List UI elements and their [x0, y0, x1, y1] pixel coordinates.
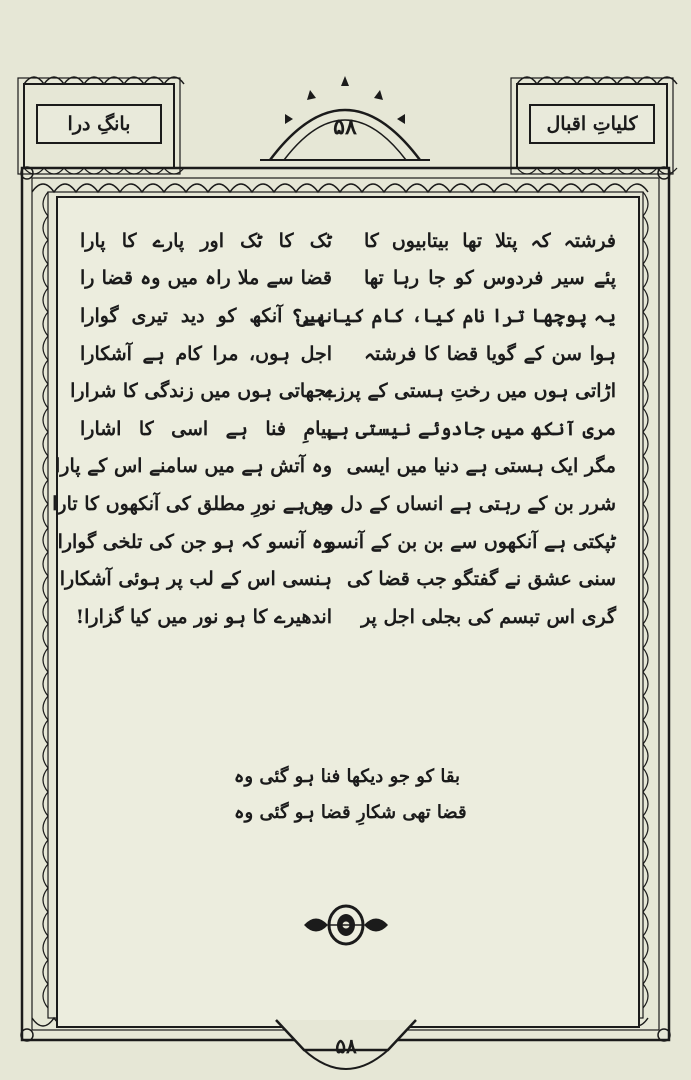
- verse-second-line: وہ ہے نورِ مطلق کی آنکھوں کا تارا: [52, 492, 332, 515]
- verse-second-line: وہ آتش ہے میں سامنے اس کے پارا: [55, 455, 332, 478]
- poem-row: [59, 560, 616, 598]
- closing-couplet: [200, 758, 500, 830]
- verse-first-line: یہ پوچھا ترا نام کیا، کام کیا ہے؟: [291, 304, 616, 327]
- poem: [52, 222, 616, 636]
- verse-first-line: شرر بن کے رہتی ہے انساں کے دل میں: [303, 492, 616, 515]
- verse-first-line: پئے سیر فردوس کو جا رہا تھا: [364, 267, 616, 290]
- section-title: بانگِ درا: [36, 104, 162, 144]
- poem-row: [80, 335, 616, 373]
- book-title: کلیاتِ اقبال: [529, 104, 655, 144]
- verse-first-line: ٹپکتی ہے آنکھوں سے بن بن کے آنسو: [326, 530, 616, 553]
- poem-row: [55, 448, 616, 486]
- poem-row: [70, 372, 616, 410]
- couplet-line-2: قضا تھی شکارِ قضا ہو گئی وہ: [234, 801, 467, 823]
- verse-second-line: اندھیرے کا ہو نور میں کیا گزارا!: [75, 605, 332, 628]
- poem-row: [80, 260, 616, 298]
- couplet-line-1: بقا کو جو دیکھا فنا ہو گئی وہ: [233, 765, 460, 787]
- verse-second-line: ٹک کا ٹک اور پارے کا پارا: [80, 229, 332, 252]
- poem-row: [80, 297, 616, 335]
- page-number-top: ۵۸: [333, 114, 357, 140]
- verse-second-line: ہنسی اس کے لب پر ہوئی آشکارا: [59, 568, 332, 591]
- verse-first-line: گری اس تبسم کی بجلی اجل پر: [361, 605, 616, 628]
- verse-first-line: مگر ایک ہستی ہے دنیا میں ایسی: [346, 455, 616, 478]
- verse-second-line: نہیں آنکھ کو دید تیری گوارا: [80, 304, 332, 327]
- verse-first-line: اڑاتی ہوں میں رختِ ہستی کے پرزے: [324, 380, 616, 403]
- verse-second-line: وہ آنسو کہ ہو جن کی تلخی گوارا: [57, 530, 332, 553]
- poem-row: [57, 523, 616, 561]
- verse-first-line: فرشتہ کہ پتلا تھا بیتابیوں کا: [364, 229, 616, 252]
- poem-row: [80, 410, 616, 448]
- verse-first-line: ہوا سن کے گویا قضا کا فرشتہ: [364, 342, 616, 365]
- verse-first-line: مری آنکھ میں جادوئے نیستی ہے: [326, 417, 616, 440]
- poem-row: [75, 598, 616, 636]
- verse-second-line: اجل ہوں، مرا کام ہے آشکارا: [80, 342, 332, 365]
- verse-first-line: سنی عشق نے گفتگو جب قضا کی: [346, 568, 616, 591]
- verse-second-line: پیامِ فنا ہے اسی کا اشارا: [80, 417, 332, 440]
- page-number-bottom: ۵۸: [335, 1034, 357, 1058]
- poem-row: [52, 485, 616, 523]
- verse-second-line: بجھاتی ہوں میں زندگی کا شرارا: [70, 380, 332, 403]
- verse-second-line: قضا سے ملا راہ میں وہ قضا را: [80, 267, 332, 290]
- center-flourish-ornament: [300, 902, 392, 948]
- poem-row: [80, 222, 616, 260]
